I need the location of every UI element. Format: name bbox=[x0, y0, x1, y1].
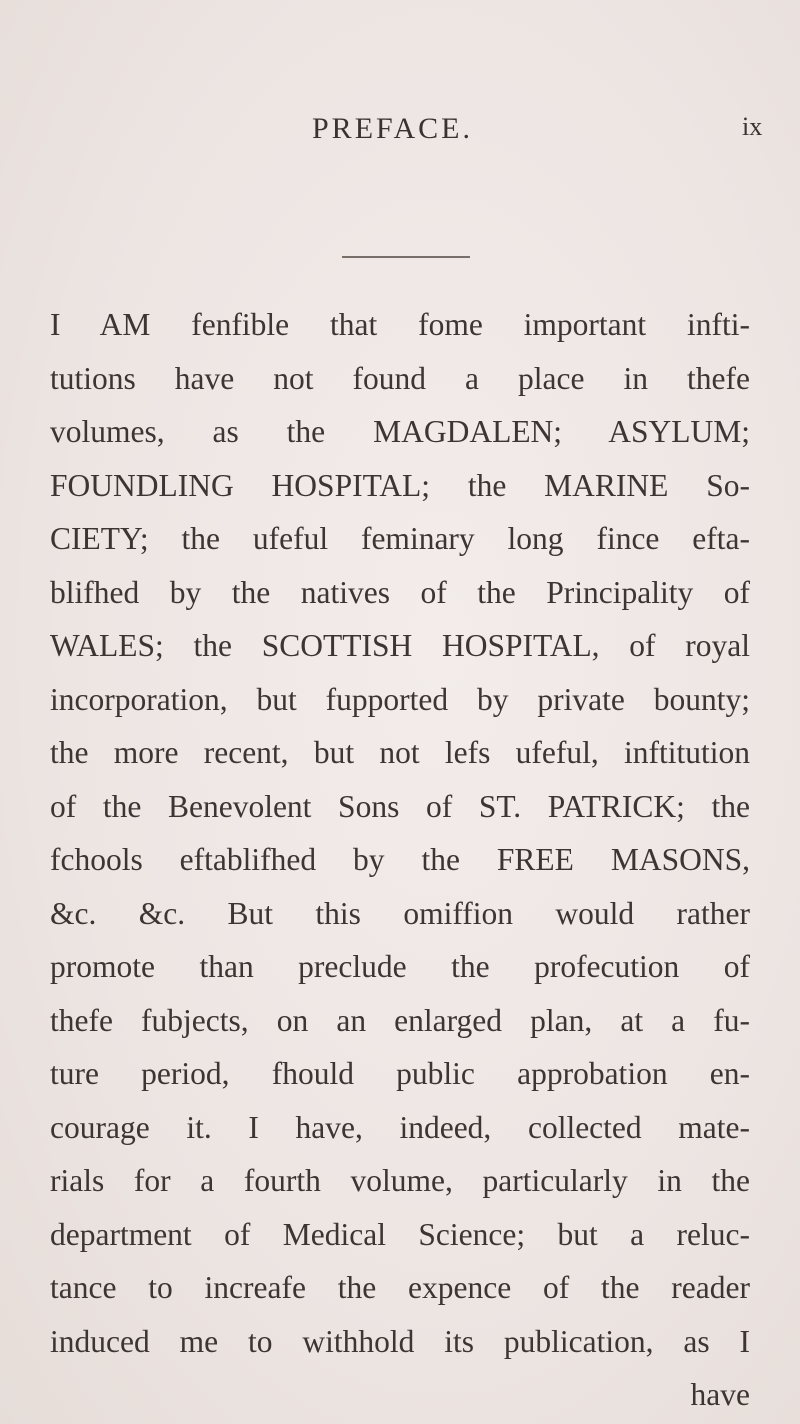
text-line-6: blifhed by the natives of the Principality of bbox=[50, 574, 750, 610]
text-line-2: tutions have not found a place in thefe bbox=[50, 360, 750, 396]
text-line-20: induced me to withhold its publication, as I bbox=[50, 1323, 750, 1359]
text-line-18: department of Medical Science; but a reluc- bbox=[50, 1216, 750, 1252]
text-line-5: CIETY; the ufeful feminary long fince efta- bbox=[50, 521, 750, 556]
text-line-16: courage it. I have, indeed, collected mate- bbox=[50, 1109, 750, 1145]
text-line-17: rials for a fourth volume, particularly in the bbox=[50, 1163, 750, 1198]
text-line-9: the more recent, but not lefs ufeful, inftitution bbox=[50, 735, 750, 770]
running-title: PREFACE. bbox=[312, 112, 473, 145]
page-number: ix bbox=[742, 112, 763, 141]
text-line-11: fchools eftablifhed by the FREE MASONS, bbox=[50, 842, 750, 877]
text-line-7: WALES; the SCOTTISH HOSPITAL, of royal bbox=[50, 628, 750, 663]
text-line-8: incorporation, but fupported by private bounty; bbox=[50, 681, 750, 717]
text-line-12: &c. &c. But this omiffion would rather bbox=[50, 895, 750, 931]
catchword: have bbox=[690, 1377, 750, 1412]
preface-body bbox=[50, 298, 750, 1422]
text-line-4: FOUNDLING HOSPITAL; the MARINE So- bbox=[50, 467, 750, 503]
section-rule bbox=[342, 256, 470, 258]
text-line-3: volumes, as the MAGDALEN; ASYLUM; bbox=[50, 414, 750, 449]
text-line-10: of the Benevolent Sons of ST. PATRICK; the bbox=[50, 788, 750, 824]
text-line-19: tance to increafe the expence of the reader bbox=[50, 1270, 750, 1305]
text-line-13: promote than preclude the profecution of bbox=[50, 949, 750, 984]
text-line-15: ture period, fhould public approbation en- bbox=[50, 1056, 750, 1091]
text-line-1: I AM fenfible that fome important infti- bbox=[50, 307, 750, 342]
text-line-14: thefe fubjects, on an enlarged plan, at a fu- bbox=[50, 1002, 750, 1038]
